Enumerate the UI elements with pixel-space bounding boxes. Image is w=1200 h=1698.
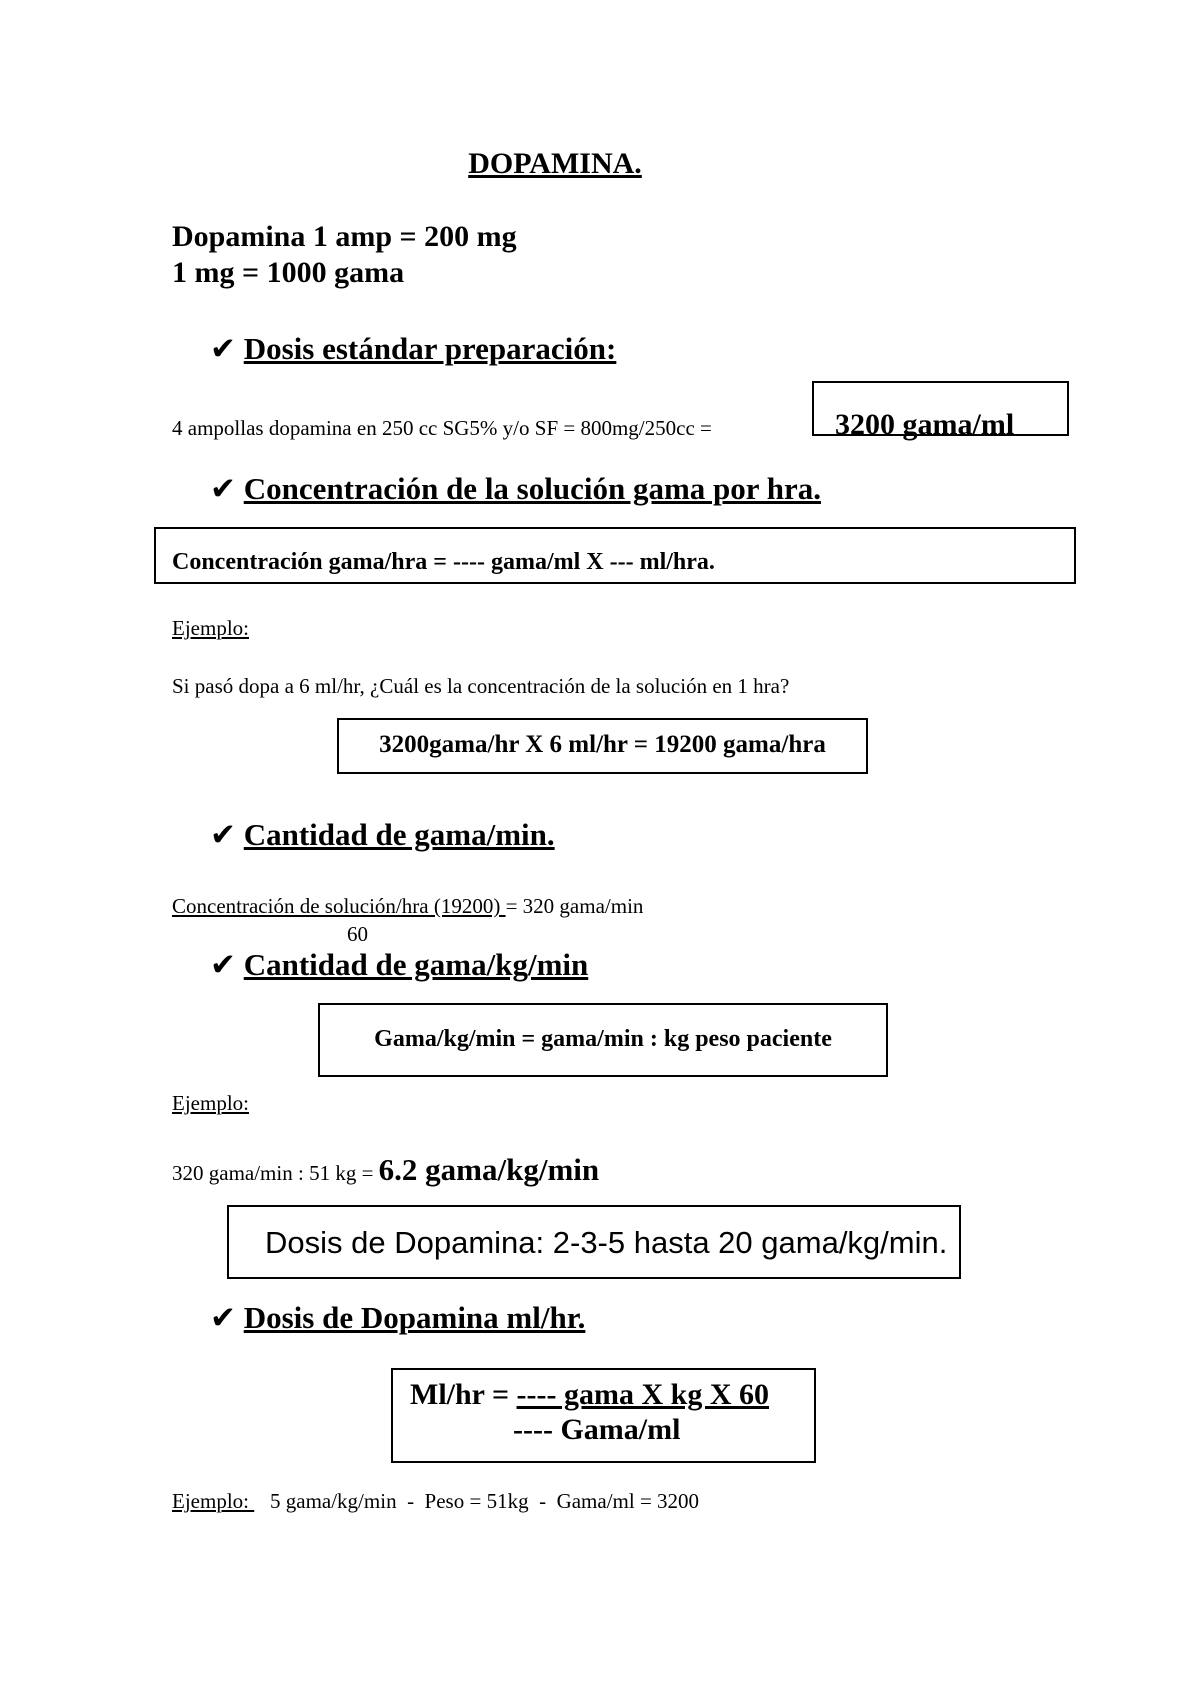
concentration-answer: 3200gama/hr X 6 ml/hr = 19200 gama/hra (379, 731, 826, 758)
gama-kg-min-example-text: 320 gama/min : 51 kg = (172, 1161, 379, 1185)
check-icon: ✔ (210, 331, 236, 367)
section-heading-concentration (210, 471, 821, 507)
section-heading-ml-hr (210, 1300, 585, 1336)
section-heading-gama-min-label: Cantidad de gama/min. (243, 817, 555, 852)
section-heading-preparation-label: Dosis estándar preparación: (243, 331, 617, 366)
gama-min-result: = 320 gama/min (505, 894, 644, 918)
section-heading-preparation (210, 331, 616, 367)
ml-hr-example (172, 1489, 699, 1514)
ml-hr-formula-line-1 (410, 1378, 769, 1412)
check-icon: ✔ (210, 817, 236, 853)
section-heading-gama-min (210, 817, 555, 853)
check-icon: ✔ (210, 947, 236, 983)
section-heading-gama-kg-min-label: Cantidad de gama/kg/min (243, 947, 589, 982)
ml-hr-formula-numerator: ---- gama X kg X 60 (516, 1378, 770, 1411)
gama-kg-min-example (172, 1152, 599, 1188)
concentration-formula: Concentración gama/hra = ---- gama/ml X --- ml/hra. (172, 549, 715, 575)
preparation-text: 4 ampollas dopamina en 250 cc SG5% y/o SF = 800mg/250cc = (172, 416, 712, 440)
section-heading-ml-hr-label: Dosis de Dopamina ml/hr. (243, 1300, 586, 1335)
section-heading-concentration-label: Concentración de la solución gama por hra. (243, 471, 821, 506)
gama-kg-min-formula: Gama/kg/min = gama/min : kg peso paciente (374, 1026, 832, 1052)
gama-min-numerator: Concentración de solución/hra (19200) (172, 894, 506, 918)
ml-hr-formula-prefix: Ml/hr = (410, 1378, 517, 1411)
gama-kg-min-example-result: 6.2 gama/kg/min (378, 1152, 600, 1187)
page-title: DOPAMINA. (468, 147, 642, 180)
preparation-result: 3200 gama/ml (835, 408, 1015, 441)
ml-hr-formula-denominator: ---- Gama/ml (513, 1413, 681, 1446)
intro-line-2: 1 mg = 1000 gama (172, 256, 405, 289)
example-label: Ejemplo: (172, 1091, 249, 1115)
gama-min-denominator: 60 (347, 922, 368, 946)
concentration-question: Si pasó dopa a 6 ml/hr, ¿Cuál es la concentración de la solución en 1 hra? (172, 674, 790, 698)
intro-line-1: Dopamina 1 amp = 200 mg (172, 220, 517, 253)
dose-range: Dosis de Dopamina: 2-3-5 hasta 20 gama/kg/min. (265, 1225, 948, 1260)
check-icon: ✔ (210, 1300, 236, 1336)
example-label: Ejemplo: (172, 1489, 255, 1513)
ml-hr-example-text: 5 gama/kg/min - Peso = 51kg - Gama/ml = 3200 (254, 1489, 700, 1513)
section-heading-gama-kg-min (210, 947, 588, 983)
example-label: Ejemplo: (172, 616, 249, 640)
check-icon: ✔ (210, 471, 236, 507)
gama-min-calculation (172, 894, 643, 919)
